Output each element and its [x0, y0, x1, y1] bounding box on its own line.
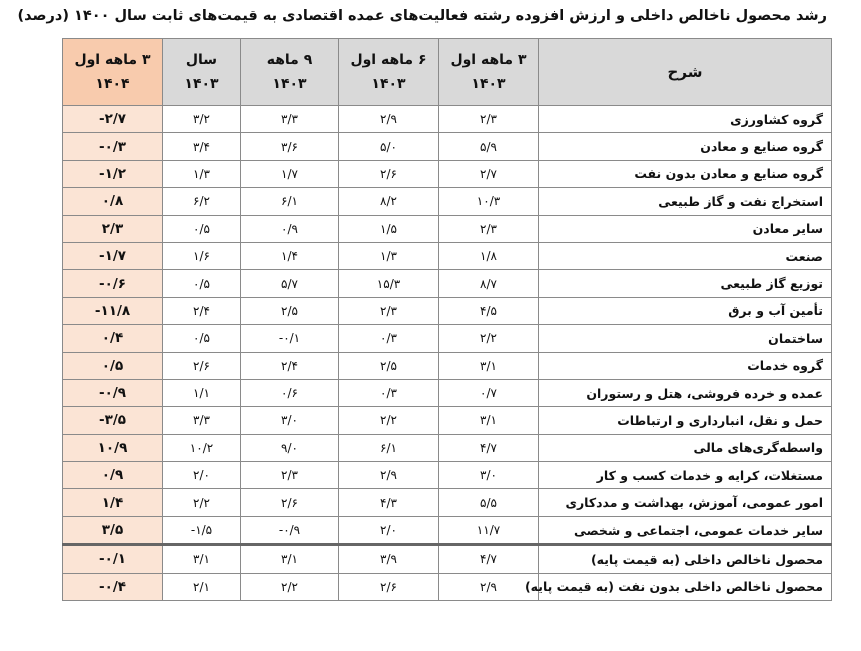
- table-row: [63, 188, 832, 215]
- cell-value: ۰/۶: [241, 379, 339, 406]
- cell-value: ۲/۱: [163, 573, 241, 600]
- cell-q1-1404: ۰/۵: [63, 352, 163, 379]
- table-row: [63, 270, 832, 297]
- table-row: [63, 573, 832, 600]
- cell-q1-1404: ۳/۵: [63, 516, 163, 544]
- cell-value: ۳/۰: [439, 462, 539, 489]
- table-row: [63, 297, 832, 324]
- cell-value: ۳/۱: [163, 545, 241, 573]
- cell-value: ۲/۳: [339, 297, 439, 324]
- table-row: [63, 106, 832, 133]
- row-label: گروه صنایع و معادن بدون نفت: [539, 160, 832, 187]
- cell-value: ۱/۶: [163, 242, 241, 269]
- cell-value: ۲/۶: [339, 160, 439, 187]
- cell-q1-1404: -۱/۷: [63, 242, 163, 269]
- cell-value: ۲/۵: [339, 352, 439, 379]
- cell-value: ۳/۶: [241, 133, 339, 160]
- cell-value: -۱/۵: [163, 516, 241, 544]
- cell-value: ۲/۴: [241, 352, 339, 379]
- cell-value: ۲/۴: [163, 297, 241, 324]
- cell-value: ۰/۵: [163, 325, 241, 352]
- header-row: [63, 39, 832, 106]
- row-label: گروه صنایع و معادن: [539, 133, 832, 160]
- cell-q1-1404: ۲/۳: [63, 215, 163, 242]
- cell-value: ۳/۱: [439, 407, 539, 434]
- cell-value: ۲/۲: [163, 489, 241, 516]
- cell-value: ۰/۹: [241, 215, 339, 242]
- cell-value: ۱/۳: [339, 242, 439, 269]
- cell-value: ۲/۳: [241, 462, 339, 489]
- cell-value: ۴/۵: [439, 297, 539, 324]
- row-label: واسطه‌گری‌های مالی: [539, 434, 832, 461]
- cell-value: ۲/۶: [163, 352, 241, 379]
- cell-value: ۲/۰: [163, 462, 241, 489]
- row-label: سایر معادن: [539, 215, 832, 242]
- header-q1-1404: ۳ ماهه اول ۱۴۰۴: [63, 39, 163, 106]
- cell-value: ۶/۱: [241, 188, 339, 215]
- cell-value: ۱۰/۲: [163, 434, 241, 461]
- cell-q1-1404: -۰/۳: [63, 133, 163, 160]
- table-row: [63, 215, 832, 242]
- row-label: حمل و نقل، انبارداری و ارتباطات: [539, 407, 832, 434]
- cell-value: ۱/۳: [163, 160, 241, 187]
- row-label: ساختمان: [539, 325, 832, 352]
- table-row: [63, 489, 832, 516]
- cell-value: ۵/۷: [241, 270, 339, 297]
- row-label: محصول ناخالص داخلی (به قیمت پایه): [539, 545, 832, 573]
- cell-value: ۹/۰: [241, 434, 339, 461]
- cell-value: ۰/۷: [439, 379, 539, 406]
- row-label: مستغلات، کرایه و خدمات کسب و کار: [539, 462, 832, 489]
- cell-value: ۲/۹: [439, 573, 539, 600]
- header-q1-1403: ۳ ماهه اول ۱۴۰۳: [439, 39, 539, 106]
- cell-value: ۸/۲: [339, 188, 439, 215]
- table-row: [63, 352, 832, 379]
- cell-value: ۲/۲: [241, 573, 339, 600]
- cell-value: ۲/۲: [339, 407, 439, 434]
- table-row: [63, 379, 832, 406]
- cell-value: ۲/۲: [439, 325, 539, 352]
- cell-value: ۳/۱: [241, 545, 339, 573]
- table-row: [63, 242, 832, 269]
- cell-value: ۱/۵: [339, 215, 439, 242]
- cell-value: ۱۰/۳: [439, 188, 539, 215]
- cell-value: ۲/۵: [241, 297, 339, 324]
- cell-value: ۱۵/۳: [339, 270, 439, 297]
- cell-q1-1404: ۰/۹: [63, 462, 163, 489]
- cell-value: ۲/۰: [339, 516, 439, 544]
- cell-value: ۲/۳: [439, 106, 539, 133]
- table-row: [63, 133, 832, 160]
- table-row: [63, 434, 832, 461]
- cell-value: ۱/۸: [439, 242, 539, 269]
- cell-value: ۸/۷: [439, 270, 539, 297]
- cell-value: ۲/۹: [339, 106, 439, 133]
- cell-value: ۱/۴: [241, 242, 339, 269]
- row-label: تأمین آب و برق: [539, 297, 832, 324]
- cell-value: ۳/۰: [241, 407, 339, 434]
- cell-value: ۲/۶: [339, 573, 439, 600]
- cell-value: ۳/۳: [241, 106, 339, 133]
- cell-value: ۳/۱: [439, 352, 539, 379]
- row-label: سایر خدمات عمومی، اجتماعی و شخصی: [539, 516, 832, 544]
- cell-q1-1404: -۰/۹: [63, 379, 163, 406]
- cell-value: ۴/۷: [439, 545, 539, 573]
- cell-value: ۴/۳: [339, 489, 439, 516]
- cell-value: ۳/۴: [163, 133, 241, 160]
- cell-q1-1404: ۱۰/۹: [63, 434, 163, 461]
- cell-value: ۳/۹: [339, 545, 439, 573]
- cell-value: ۱/۱: [163, 379, 241, 406]
- header-year-1403: سال ۱۴۰۳: [163, 39, 241, 106]
- table-title: رشد محصول ناخالص داخلی و ارزش افزوده رشته فعالیت‌های عمده اقتصادی به قیمت‌های ثابت سال ۱۴۰۰ (درصد): [17, 8, 827, 24]
- table-row: [63, 462, 832, 489]
- cell-value: ۳/۳: [163, 407, 241, 434]
- cell-value: ۰/۳: [339, 325, 439, 352]
- cell-q1-1404: ۱/۴: [63, 489, 163, 516]
- cell-q1-1404: -۰/۴: [63, 573, 163, 600]
- cell-value: ۵/۹: [439, 133, 539, 160]
- row-label: توزیع گاز طبیعی: [539, 270, 832, 297]
- header-description: شرح: [539, 39, 832, 106]
- header-h1-1403: ۶ ماهه اول ۱۴۰۳: [339, 39, 439, 106]
- cell-value: ۰/۳: [339, 379, 439, 406]
- cell-value: ۲/۶: [241, 489, 339, 516]
- cell-q1-1404: ۰/۴: [63, 325, 163, 352]
- cell-value: -۰/۱: [241, 325, 339, 352]
- row-label: گروه کشاورزی: [539, 106, 832, 133]
- row-label: عمده و خرده فروشی، هتل و رستوران: [539, 379, 832, 406]
- cell-value: ۲/۹: [339, 462, 439, 489]
- cell-value: ۳/۲: [163, 106, 241, 133]
- cell-q1-1404: -۳/۵: [63, 407, 163, 434]
- cell-value: ۲/۷: [439, 160, 539, 187]
- cell-q1-1404: -۲/۷: [63, 106, 163, 133]
- cell-value: ۵/۵: [439, 489, 539, 516]
- table-row: [63, 160, 832, 187]
- cell-value: ۴/۷: [439, 434, 539, 461]
- cell-q1-1404: -۰/۶: [63, 270, 163, 297]
- row-label: محصول ناخالص داخلی بدون نفت (به قیمت پایه): [539, 573, 832, 600]
- cell-q1-1404: ۰/۸: [63, 188, 163, 215]
- cell-value: ۵/۰: [339, 133, 439, 160]
- row-label: صنعت: [539, 242, 832, 269]
- table-row: [63, 407, 832, 434]
- cell-q1-1404: -۱۱/۸: [63, 297, 163, 324]
- cell-value: ۱/۷: [241, 160, 339, 187]
- cell-value: ۱۱/۷: [439, 516, 539, 544]
- cell-value: ۲/۳: [439, 215, 539, 242]
- cell-value: ۰/۵: [163, 215, 241, 242]
- table-row: [63, 545, 832, 573]
- header-9m-1403: ۹ ماهه ۱۴۰۳: [241, 39, 339, 106]
- table-row: [63, 516, 832, 544]
- cell-value: ۰/۵: [163, 270, 241, 297]
- cell-value: ۶/۱: [339, 434, 439, 461]
- row-label: گروه خدمات: [539, 352, 832, 379]
- cell-q1-1404: -۱/۲: [63, 160, 163, 187]
- cell-value: -۰/۹: [241, 516, 339, 544]
- row-label: امور عمومی، آموزش، بهداشت و مددکاری: [539, 489, 832, 516]
- cell-q1-1404: -۰/۱: [63, 545, 163, 573]
- cell-value: ۶/۲: [163, 188, 241, 215]
- row-label: استخراج نفت و گاز طبیعی: [539, 188, 832, 215]
- table-row: [63, 325, 832, 352]
- gdp-growth-table: [62, 38, 832, 601]
